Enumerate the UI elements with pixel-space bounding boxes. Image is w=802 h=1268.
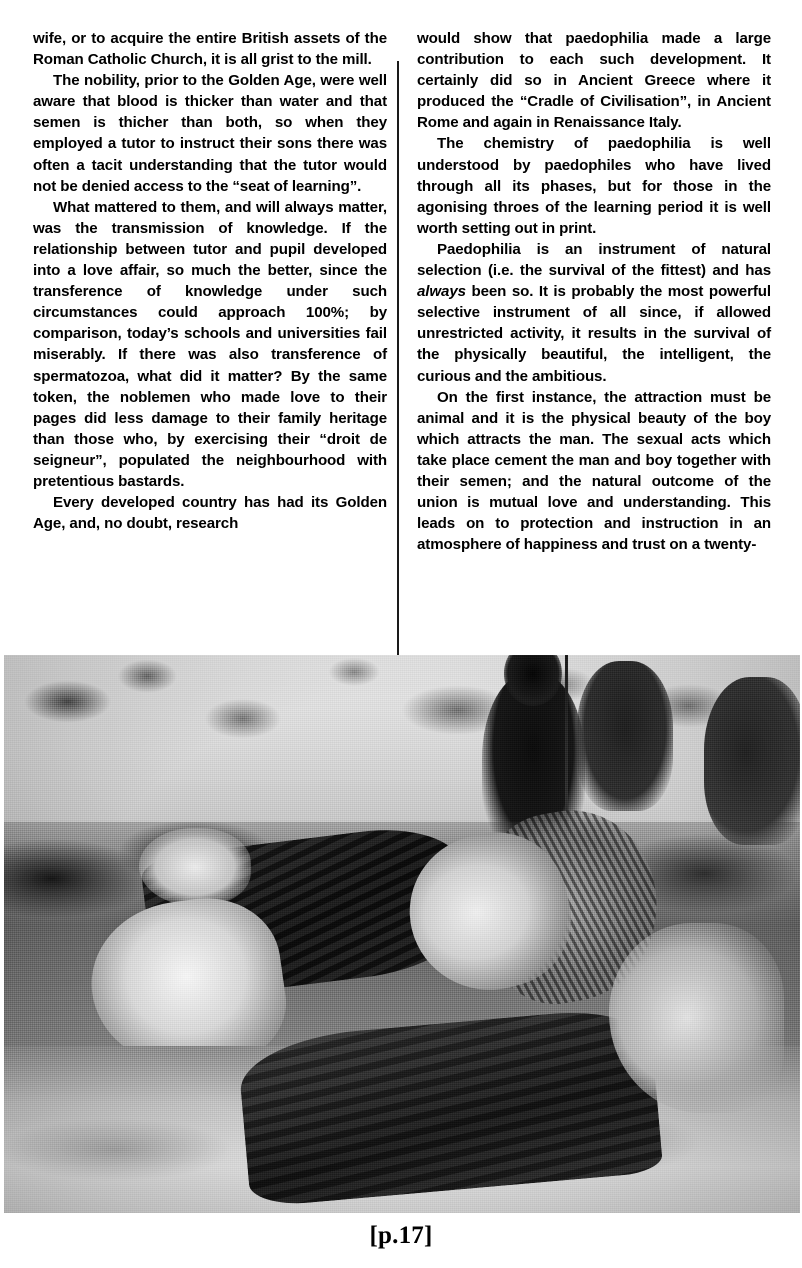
paragraph: The chemistry of paedophilia is well understood by paedophiles who have lived through all its phases, but for those in the agonising throes of the learning period it is well worth setting out in print.: [417, 135, 771, 237]
article-body: [0, 28, 802, 648]
text-column-left: [33, 28, 387, 534]
paragraph: [417, 239, 771, 387]
text-column-right: [417, 28, 771, 555]
column-divider-rule: [397, 61, 399, 673]
paragraph-text-tail: been so. It is probably the most powerful selective instrument of all since, if allowed unrestricted activity, it results in the survival of the physically beautiful, the intelligent, the curious and the ambitious.: [417, 283, 771, 385]
page-number-marker: [p.17]: [369, 1222, 433, 1249]
paragraph: The nobility, prior to the Golden Age, were well aware that blood is thicker than water and that semen is thicher than both, so when they employed a tutor to instruct their sons there was often a tacit understanding that the tutor would not be denied access to the “seat of learning”.: [33, 72, 387, 195]
photograph-image: [4, 655, 800, 1213]
paragraph: Every developed country has had its Golden Age, and, no doubt, research: [33, 494, 387, 533]
paragraph: would show that paedophilia made a large contribution to each such development. It certainly did so in Ancient Greece where it produced the “Cradle of Civilisation”, in Ancient Rome and again in Renaissance Italy.: [417, 30, 771, 132]
photo-vignette: [4, 655, 800, 1213]
paragraph: On the first instance, the attraction must be animal and it is the physical beauty of the boy which attracts the man. The sexual acts which take place cement the man and boy together with their semen; and the natural outcome of the union is mutual love and understanding. This leads on to protection and instruction in an atmosphere of happiness and trust on a twenty-: [417, 388, 771, 554]
paragraph-text-lead: Paedophilia is an instrument of natural selection (i.e. the survival of the fittest) and has: [417, 240, 771, 280]
emphasised-word: always: [417, 283, 466, 301]
paragraph: wife, or to acquire the entire British assets of the Roman Catholic Church, it is all grist to the mill.: [33, 30, 387, 69]
article-photograph: [4, 655, 800, 1213]
paragraph: What mattered to them, and will always matter, was the transmission of knowledge. If the relationship between tutor and pupil developed into a love affair, so much the better, since the transference of knowledge under such circumstances could approach 100%; by comparison, today’s schools and universities fail miserably. If there was also transference of spermatozoa, what did it matter? By the same token, the noblemen who made love to their pages did less damage to their family heritage than those who, by exercising their “droit de seigneur”, populated the neighbourhood with pretentious bastards.: [33, 198, 387, 490]
